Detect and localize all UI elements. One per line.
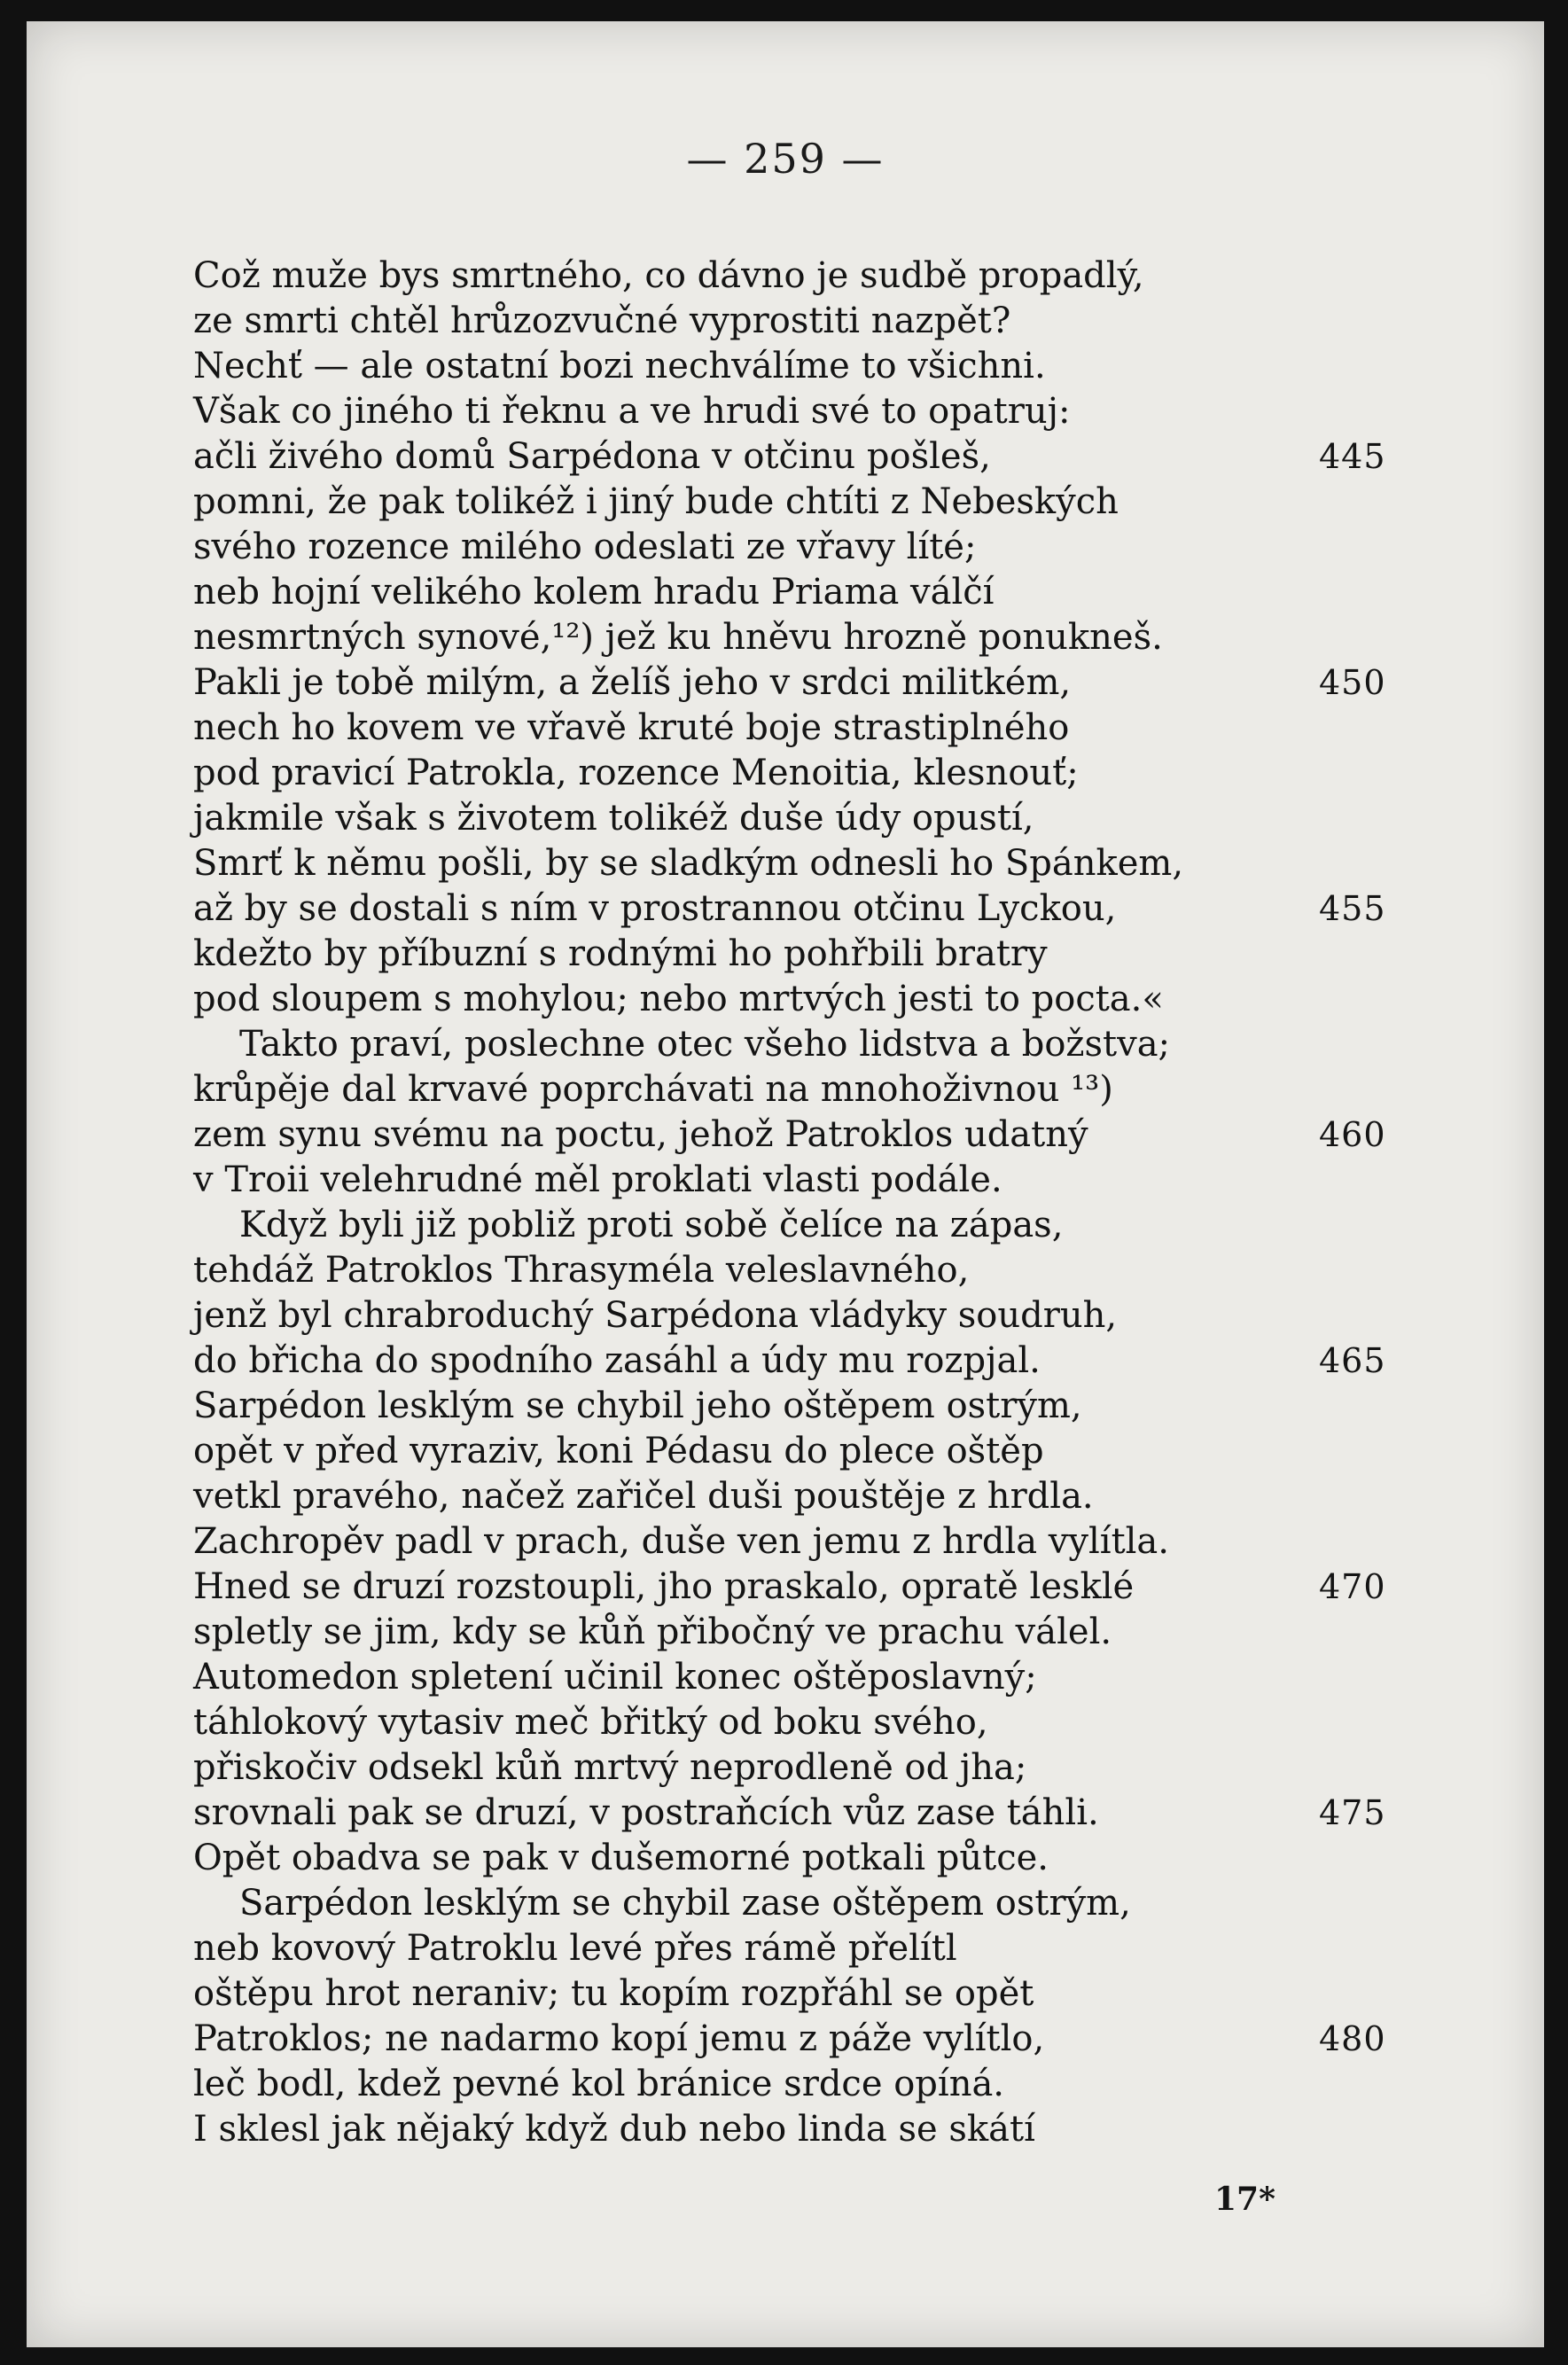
poem-line-text: tehdáž Patroklos Thrasyméla veleslavného, — [193, 1250, 970, 1291]
poem-line — [193, 434, 1399, 480]
poem-line — [193, 1971, 1399, 2017]
poem-line-text: Smrť k němu pošli, by se sladkým odnesli ho Spánkem, — [193, 843, 1184, 884]
poem-line — [193, 2062, 1399, 2107]
poem-line — [193, 344, 1399, 389]
poem-line — [193, 254, 1399, 299]
poem-line — [193, 1203, 1399, 1248]
poem-line — [193, 1248, 1399, 1293]
poem-line-text: pod sloupem s mohylou; nebo mrtvých jesti to pocta.« — [193, 979, 1164, 1019]
verse-number: 475 — [1319, 1793, 1386, 1832]
poem-line — [193, 1293, 1399, 1339]
poem-line-text: spletly se jim, kdy se kůň přibočný ve prachu válel. — [193, 1612, 1112, 1652]
poem-line — [193, 751, 1399, 796]
poem-line-text: pod pravicí Patrokla, rozence Menoitia, klesnouť; — [193, 753, 1079, 793]
book-page — [27, 21, 1544, 2347]
poem-line — [193, 2017, 1399, 2062]
poem-line — [193, 1655, 1399, 1700]
poem-line-text: Opět obadva se pak v dušemorné potkali půtce. — [193, 1838, 1049, 1878]
verse-number: 455 — [1319, 889, 1386, 928]
poem-line-text: ze smrti chtěl hrůzozvučné vyprostiti nazpět? — [193, 301, 1011, 341]
poem-line-text: Zachropěv padl v prach, duše ven jemu z hrdla vylítla. — [193, 1521, 1169, 1562]
verse-number: 460 — [1319, 1115, 1386, 1154]
poem-line — [193, 1022, 1399, 1067]
poem-line — [193, 1745, 1399, 1791]
poem-line-text: Když byli již pobliž proti sobě čelíce na zápas, — [239, 1205, 1064, 1245]
poem-line-text: nech ho kovem ve vřavě kruté boje strastiplného — [193, 707, 1070, 748]
poem-line-text: Hned se druzí rozstoupli, jho praskalo, opratě lesklé — [193, 1566, 1135, 1607]
poem-line — [193, 1158, 1399, 1203]
poem-line — [193, 1881, 1399, 1926]
poem-line-text: neb kovový Patroklu levé přes rámě přelítl — [193, 1928, 957, 1969]
poem-line — [193, 299, 1399, 344]
poem-line — [193, 1429, 1399, 1474]
page-number-header: — 259 — — [686, 135, 885, 183]
signature-mark: 17* — [1214, 2181, 1275, 2218]
poem-line-text: opět v před vyraziv, koni Pédasu do plece oštěp — [193, 1431, 1044, 1471]
poem-line-text: Automedon spletení učinil konec oštěposlavný; — [193, 1657, 1037, 1698]
poem-line-text: neb hojní velikého kolem hradu Priama válčí — [193, 572, 995, 613]
poem-line-text: ačli živého domů Sarpédona v otčinu pošleš, — [193, 436, 991, 477]
poem-line — [193, 1384, 1399, 1429]
poem-line-text: Sarpédon lesklým se chybil zase oštěpem ostrým, — [239, 1883, 1131, 1924]
poem-line — [193, 480, 1399, 525]
poem-line-text: oštěpu hrot neraniv; tu kopím rozpřáhl se opět — [193, 1973, 1034, 2014]
poem-line — [193, 389, 1399, 434]
poem-line-text: Však co jiného ti řeknu a ve hrudi své to opatruj: — [193, 391, 1071, 432]
verse-number: 480 — [1319, 2019, 1386, 2058]
poem-line-text: kdežto by příbuzní s rodnými ho pohřbili bratry — [193, 933, 1048, 974]
verse-number: 445 — [1319, 437, 1386, 476]
poem-line-text: pomni, že pak tolikéž i jiný bude chtíti z Nebeských — [193, 481, 1119, 522]
poem-line-text: do břicha do spodního zasáhl a údy mu rozpjal. — [193, 1340, 1041, 1381]
poem-line-text: vetkl pravého, načež zařičel duši pouštěje z hrdla. — [193, 1476, 1094, 1517]
poem-line — [193, 525, 1399, 570]
poem-line-text: přiskočiv odsekl kůň mrtvý neprodleně od jha; — [193, 1747, 1027, 1788]
poem-line — [193, 977, 1399, 1022]
verse-number: 450 — [1319, 663, 1386, 702]
poem-line — [193, 1067, 1399, 1112]
poem-line — [193, 1474, 1399, 1519]
poem-line — [193, 841, 1399, 886]
poem-line — [193, 2107, 1399, 2152]
poem-line-text: táhlokový vytasiv meč břitký od boku svého, — [193, 1702, 988, 1743]
poem-line — [193, 1112, 1399, 1158]
poem-line-text: srovnali pak se druzí, v postraňcích vůz zase táhli. — [193, 1792, 1099, 1833]
poem-line — [193, 1610, 1399, 1655]
poem-line-text: svého rozence milého odeslati ze vřavy líté; — [193, 527, 977, 567]
poem-lines — [193, 254, 1399, 2152]
poem-line — [193, 932, 1399, 977]
poem-line-text: až by se dostali s ním v prostrannou otčinu Lyckou, — [193, 888, 1117, 929]
poem-line-text: leč bodl, kdež pevné kol bránice srdce opíná. — [193, 2064, 1005, 2104]
poem-line-text: zem synu svému na poctu, jehož Patroklos udatný — [193, 1114, 1088, 1155]
poem-line-text: krůpěje dal krvavé poprchávati na mnohoživnou ¹³) — [193, 1069, 1113, 1110]
poem-line-text: Sarpédon lesklým se chybil jeho oštěpem ostrým, — [193, 1385, 1082, 1426]
poem-line-text: Nechť — ale ostatní bozi nechválíme to všichni. — [193, 346, 1046, 386]
poem-line — [193, 886, 1399, 932]
poem-line — [193, 796, 1399, 841]
poem-line-text: Což muže bys smrtného, co dávno je sudbě propadlý, — [193, 255, 1144, 296]
poem-line-text: I sklesl jak nějaký když dub nebo linda se skátí — [193, 2109, 1035, 2150]
poem-line — [193, 1565, 1399, 1610]
poem-line — [193, 1700, 1399, 1745]
poem-line — [193, 660, 1399, 706]
poem-line — [193, 1836, 1399, 1881]
poem-line-text: Takto praví, poslechne otec všeho lidstva a božstva; — [239, 1024, 1171, 1065]
poem-line — [193, 1791, 1399, 1836]
poem-line — [193, 1926, 1399, 1971]
poem-line — [193, 1339, 1399, 1384]
poem-line-text: v Troii velehrudné měl proklati vlasti podále. — [193, 1159, 1002, 1200]
poem-line-text: jenž byl chrabroduchý Sarpédona vládyky soudruh, — [193, 1295, 1118, 1336]
poem-line — [193, 1519, 1399, 1565]
poem-line — [193, 570, 1399, 615]
poem-line-text: jakmile však s životem tolikéž duše údy opustí, — [193, 798, 1034, 839]
verse-number: 470 — [1319, 1567, 1386, 1606]
poem-line-text: Pakli je tobě milým, a želíš jeho v srdci militkém, — [193, 662, 1072, 703]
verse-number: 465 — [1319, 1341, 1386, 1380]
poem-line-text: Patroklos; ne nadarmo kopí jemu z páže vylítlo, — [193, 2018, 1045, 2059]
poem-line — [193, 615, 1399, 660]
poem-line — [193, 706, 1399, 751]
poem-line-text: nesmrtných synové,¹²) jež ku hněvu hrozně ponukneš. — [193, 617, 1163, 658]
